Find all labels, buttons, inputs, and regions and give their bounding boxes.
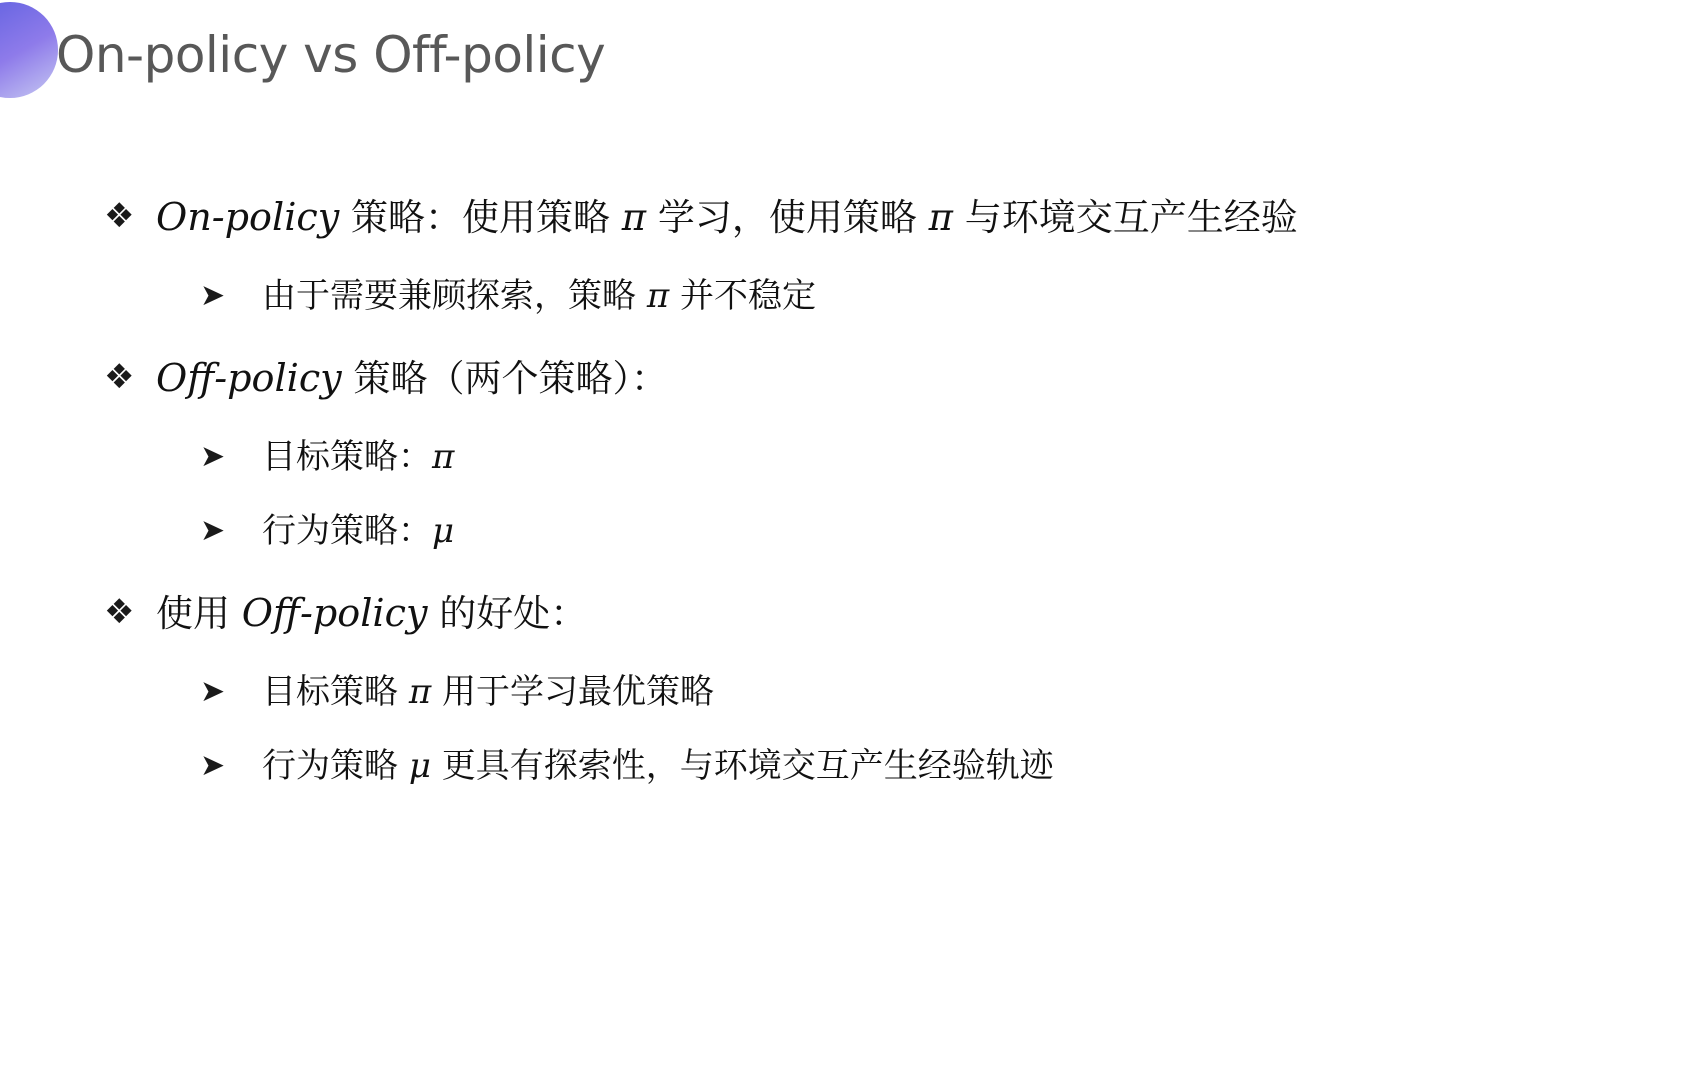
bullet-text: Off-policy 策略（两个策略）： xyxy=(156,356,668,400)
bullet-item-1 xyxy=(104,190,1624,245)
sub-bullet-item-1 xyxy=(104,271,1624,321)
sub-bullet-text: 行为策略：μ xyxy=(262,511,455,551)
bullet-item-2 xyxy=(104,351,1624,406)
arrow-bullet-icon: ➤ xyxy=(200,278,226,313)
title-decoration-circle xyxy=(0,2,58,98)
diamond-bullet-icon: ❖ xyxy=(104,592,135,632)
bullet-list xyxy=(104,190,1624,815)
sub-bullet-item-2 xyxy=(104,432,1624,482)
sub-bullet-text: 行为策略 μ 更具有探索性，与环境交互产生经验轨迹 xyxy=(262,746,1054,786)
bullet-text: 使用 Off-policy 的好处： xyxy=(156,591,588,635)
sub-bullet-text: 目标策略 π 用于学习最优策略 xyxy=(262,672,714,712)
bullet-text: On-policy 策略：使用策略 π 学习，使用策略 π 与环境交互产生经验 xyxy=(156,195,1298,239)
diamond-bullet-icon: ❖ xyxy=(104,196,135,236)
sub-bullet-item-3 xyxy=(104,506,1624,556)
bullet-item-3 xyxy=(104,586,1624,641)
diamond-bullet-icon: ❖ xyxy=(104,357,135,397)
page-title: On-policy vs Off-policy xyxy=(56,26,606,84)
arrow-bullet-icon: ➤ xyxy=(200,674,226,709)
sub-bullet-item-4 xyxy=(104,667,1624,717)
arrow-bullet-icon: ➤ xyxy=(200,439,226,474)
arrow-bullet-icon: ➤ xyxy=(200,748,226,783)
arrow-bullet-icon: ➤ xyxy=(200,513,226,548)
sub-bullet-text: 目标策略：π xyxy=(262,437,455,477)
sub-bullet-item-5 xyxy=(104,741,1624,791)
sub-bullet-text: 由于需要兼顾探索，策略 π 并不稳定 xyxy=(262,276,816,316)
